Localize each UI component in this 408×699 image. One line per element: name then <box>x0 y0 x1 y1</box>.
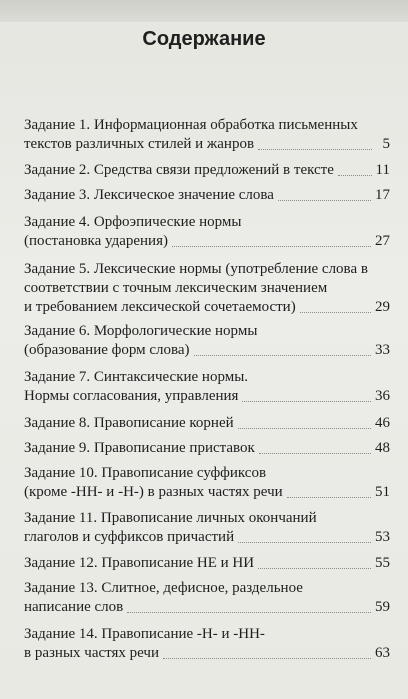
toc-entry-text: Задание 9. Правописание приставок <box>24 440 255 456</box>
toc-entry[interactable] <box>24 509 390 547</box>
dot-leader <box>278 200 371 201</box>
toc-entry[interactable] <box>24 322 390 360</box>
toc-entry[interactable] <box>24 554 390 573</box>
toc-page-number: 59 <box>375 599 390 615</box>
toc-entry-text: текстов различных стилей и жанров <box>24 136 255 152</box>
toc-entry-text: Задание 6. Морфологические нормы <box>24 323 258 339</box>
dot-leader <box>238 428 371 429</box>
toc-entry-text: Задание 5. Лексические нормы (употребление слова в <box>24 261 368 277</box>
toc-entry-text: глаголов и суффиксов причастий <box>24 529 235 545</box>
toc-page-number: 36 <box>375 388 390 404</box>
toc-entry-text: Задание 13. Слитное, дефисное, раздельное <box>24 580 303 596</box>
toc-entry-text: Задание 1. Информационная обработка письменных <box>24 117 358 133</box>
toc-page-number: 55 <box>375 555 390 571</box>
dot-leader <box>194 355 371 356</box>
toc-entry-text: Задание 2. Средства связи предложений в тексте <box>24 162 334 178</box>
toc-page-number: 5 <box>382 136 390 152</box>
toc-entry-text: Задание 4. Орфоэпические нормы <box>24 214 242 230</box>
dot-leader <box>258 568 371 569</box>
toc-entry[interactable] <box>24 161 390 180</box>
toc-entry-text: Задание 3. Лексическое значение слова <box>24 187 274 203</box>
toc-entry[interactable] <box>24 186 390 205</box>
toc-entry-text: написание слов <box>24 599 124 615</box>
toc-entry-text: Задание 10. Правописание суффиксов <box>24 465 267 481</box>
dot-leader <box>172 246 371 247</box>
dot-leader <box>258 149 372 150</box>
toc-page-number: 48 <box>375 440 390 456</box>
toc-entry-text: Задание 8. Правописание корней <box>24 415 234 431</box>
toc-entry-text: (кроме -НН- и -Н-) в разных частях речи <box>24 484 283 500</box>
toc-entry-text: в разных частях речи <box>24 645 159 661</box>
toc-entry[interactable] <box>24 368 390 406</box>
toc-entry[interactable] <box>24 116 390 154</box>
toc-page-number: 63 <box>375 645 390 661</box>
page-top-edge <box>0 0 408 22</box>
toc-entry-text: Нормы согласования, управления <box>24 388 239 404</box>
toc-entry[interactable] <box>24 625 390 663</box>
toc-entry[interactable] <box>24 579 390 617</box>
dot-leader <box>127 612 371 613</box>
toc-title: Содержание <box>142 28 266 50</box>
toc-entry[interactable] <box>24 464 390 502</box>
toc-page-number: 46 <box>375 415 390 431</box>
dot-leader <box>238 542 371 543</box>
toc-entry-text: (образование форм слова) <box>24 342 190 358</box>
dot-leader <box>287 497 371 498</box>
toc-entry[interactable] <box>24 213 390 251</box>
dot-leader <box>242 401 371 402</box>
toc-page-number: 33 <box>375 342 390 358</box>
toc-entry-text: (постановка ударения) <box>24 233 168 249</box>
toc-page-number: 11 <box>375 162 390 178</box>
toc-page-number: 27 <box>375 233 390 249</box>
toc-entry[interactable] <box>24 439 390 458</box>
toc-entry-text: Задание 14. Правописание -Н- и -НН- <box>24 626 265 642</box>
toc-entry[interactable] <box>24 260 390 317</box>
dot-leader <box>300 312 371 313</box>
toc-entry-text: и требованием лексической сочетаемости) <box>24 299 296 315</box>
toc-entry[interactable] <box>24 414 390 433</box>
dot-leader <box>259 453 371 454</box>
dot-leader <box>163 658 371 659</box>
toc-entry-text: соответствии с точным лексическим значением <box>24 280 328 296</box>
toc-entry-text: Задание 12. Правописание НЕ и НИ <box>24 555 255 571</box>
toc-page-number: 17 <box>375 187 390 203</box>
dot-leader <box>338 175 372 176</box>
toc-page-number: 53 <box>375 529 390 545</box>
toc-page-number: 51 <box>375 484 390 500</box>
toc-page-number: 29 <box>375 299 390 315</box>
toc-entry-text: Задание 7. Синтаксические нормы. <box>24 369 249 385</box>
toc-entry-text: Задание 11. Правописание личных окончаний <box>24 510 317 526</box>
